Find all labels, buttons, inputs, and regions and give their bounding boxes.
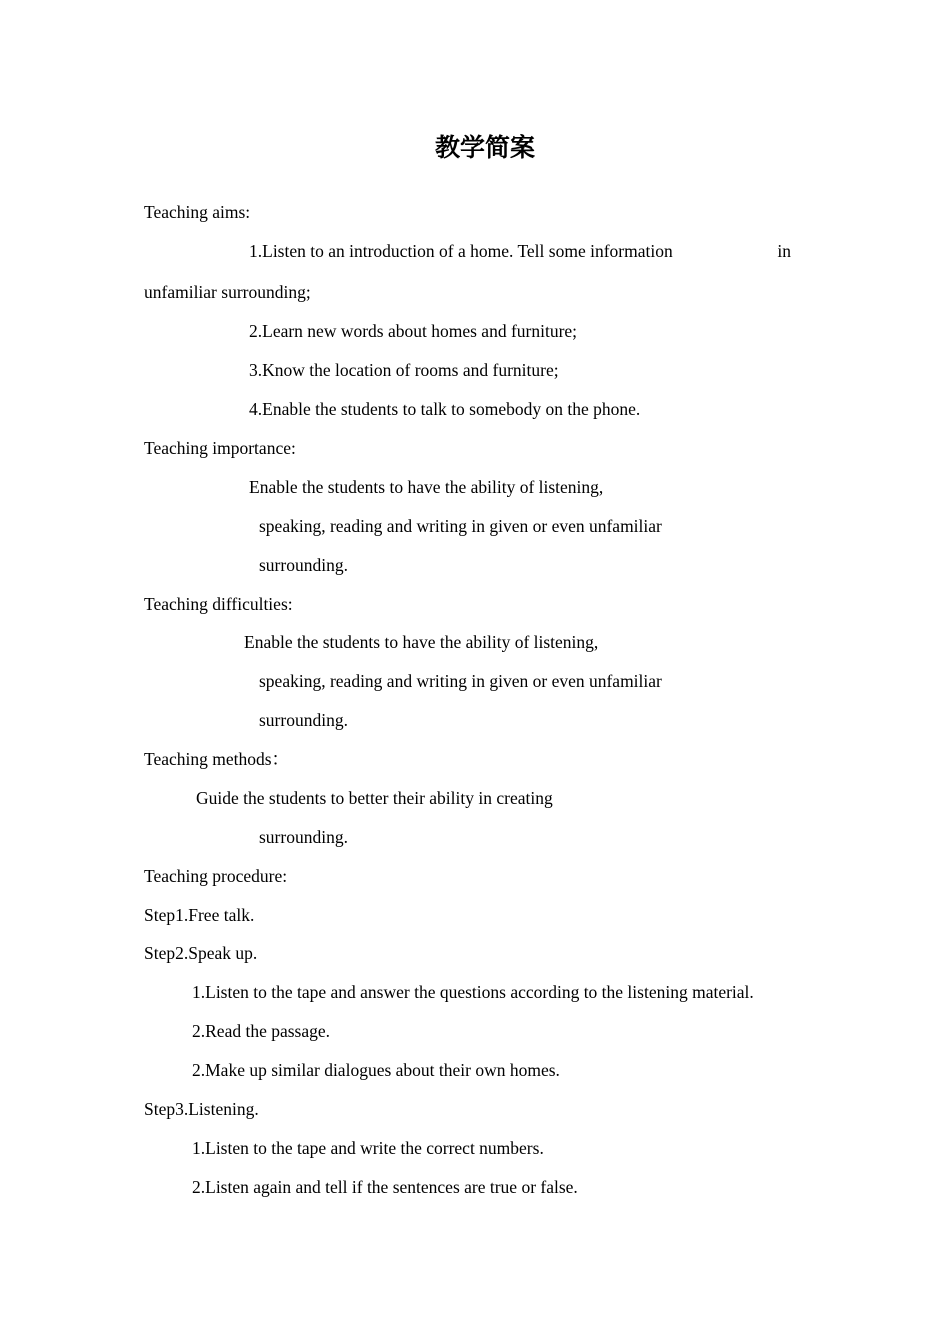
procedure-heading: Teaching procedure: — [144, 866, 288, 886]
procedure-step-3-item-2: 2.Listen again and tell if the sentences are true or false. — [192, 1177, 578, 1197]
importance-line-2: speaking, reading and writing in given or even unfamiliar — [259, 516, 662, 536]
procedure-step-3-heading: Step3.Listening. — [144, 1099, 259, 1119]
aims-item-1-tail: in — [777, 241, 791, 261]
methods-heading: Teaching methods： — [144, 749, 290, 769]
difficulties-line-3: surrounding. — [259, 710, 348, 730]
methods-line-2: surrounding. — [259, 827, 348, 847]
importance-line-3: surrounding. — [259, 555, 348, 575]
methods-line-1: Guide the students to better their ability in creating — [196, 788, 553, 808]
aims-item-4: 4.Enable the students to talk to somebody on the phone. — [249, 399, 641, 419]
aims-item-3: 3.Know the location of rooms and furniture; — [249, 360, 559, 380]
procedure-step-2-item-2: 2.Read the passage. — [192, 1021, 331, 1041]
aims-item-1-text: 1.Listen to an introduction of a home. Tell some information — [249, 241, 673, 261]
difficulties-heading: Teaching difficulties: — [144, 594, 293, 614]
aims-item-1-continuation: unfamiliar surrounding; — [144, 282, 311, 302]
aims-item-2: 2.Learn new words about homes and furniture; — [249, 321, 578, 341]
procedure-step-2-heading: Step2.Speak up. — [144, 943, 258, 963]
importance-line-1: Enable the students to have the ability of listening, — [249, 477, 604, 497]
aims-heading: Teaching aims: — [144, 202, 251, 222]
procedure-step-1: Step1.Free talk. — [144, 905, 255, 925]
importance-heading: Teaching importance: — [144, 438, 296, 458]
procedure-step-3-item-1: 1.Listen to the tape and write the correct numbers. — [192, 1138, 544, 1158]
difficulties-line-2: speaking, reading and writing in given or even unfamiliar — [259, 671, 662, 691]
difficulties-line-1: Enable the students to have the ability of listening, — [244, 632, 599, 652]
document-title: 教学简案 — [434, 133, 535, 162]
aims-item-1 — [249, 240, 791, 262]
procedure-step-2-item-3: 2.Make up similar dialogues about their own homes. — [192, 1060, 560, 1080]
procedure-step-2-item-1: 1.Listen to the tape and answer the questions according to the listening material. — [192, 982, 754, 1002]
